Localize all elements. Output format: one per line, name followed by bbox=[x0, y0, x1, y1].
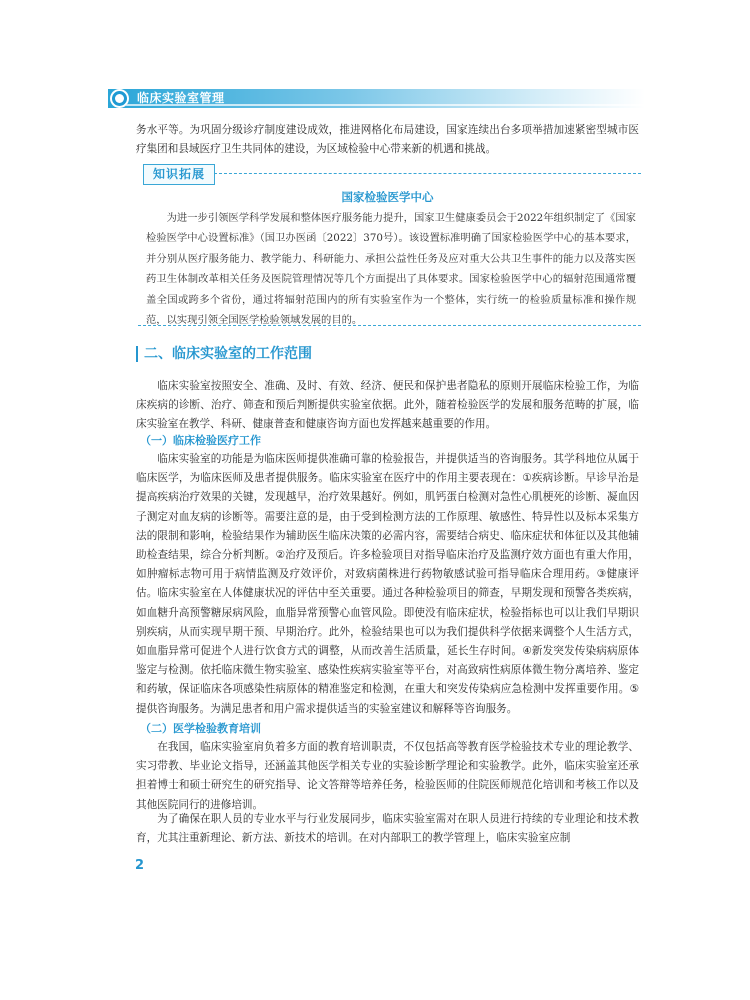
page-number: 2 bbox=[135, 858, 145, 873]
knowledge-box-text: 为进一步引领医学科学发展和整体医疗服务能力提升，国家卫生健康委员会于2022年组织制定了《国家检验医学中心设置标准》（国卫办医函〔2022〕370号）。该设置标准明确了国家检验医学中心的基本要求，并分别从医疗服务能力、教学能力、科研能力、承担公益性任务及应对重大公共卫生事件的能力以及落实医药卫生体制改革相关任务及医院管理情况等几个方面提出了具体要求。国家检验医学中心的辐射范围通常覆盖全国或跨多个省份，通过将辐射范围内的所有实验室作为一个整体，实行统一的检验质量标准和操作规范，以实现引领全国医学检验领域发展的目的。 bbox=[146, 212, 636, 327]
chapter-title: 临床实验室管理 bbox=[137, 91, 225, 105]
section-heading: 二、临床实验室的工作范围 bbox=[144, 346, 312, 362]
knowledge-box-top-divider bbox=[214, 173, 641, 174]
section-intro-paragraph: 临床实验室按照安全、准确、及时、有效、经济、便民和保护患者隐私的原则开展临床检验工作，为临床疾病的诊断、治疗、筛查和预后判断提供实验室依据。此外，随着检验医学的发展和服务范畴的扩展，临床实验室在教学、科研、健康普查和健康咨询方面也发挥越来越重要的作用。 bbox=[136, 380, 639, 431]
knowledge-box-tab: 知识拓展 bbox=[143, 164, 215, 185]
intro-paragraph: 务水平等。为巩固分级诊疗制度建设成效，推进网格化布局建设，国家连续出台多项举措加速紧密型城市医疗集团和县域医疗卫生共同体的建设，为区域检验中心带来新的机遇和挑战。 bbox=[136, 124, 639, 156]
subsection-2-paragraph-2: 为了确保在职人员的专业水平与行业发展同步，临床实验室需对在职人员进行持续的专业理论和技术教育，尤其注重新理论、新方法、新技术的培训。在对内部职工的教学管理上，临床实验室应制 bbox=[136, 813, 639, 845]
subsection-heading-2: （二）医学检验教育培训 bbox=[140, 722, 261, 735]
subsection-2-paragraph-1: 在我国，临床实验室肩负着多方面的教育培训职责，不仅包括高等教育医学检验技术专业的理论教学、实习带教、毕业论文指导，还涵盖其他医学相关专业的实验诊断学理论和实验教学。此外，临床实验室还承担着博士和硕士研究生的研究指导、论文答辩等培养任务，检验医师的住院医师规范化培训和考核工作以及其他医院同行的进修培训。 bbox=[136, 741, 639, 811]
subsection-1-paragraph: 临床实验室的功能是为临床医师提供准确可靠的检验报告，并提供适当的咨询服务。其学科地位从属于临床医学，为临床医师及患者提供服务。临床实验室在医疗中的作用主要表现在：①疾病诊断。早诊早治是提高疾病治疗效果的关键，发现越早，治疗效果越好。例如，肌钙蛋白检测对急性心肌梗死的诊断、凝血因子测定对血友病的诊断等。需要注意的是，由于受到检测方法的工作原理、敏感性、特异性以及标本采集方法的限制和影响，检验结果作为辅助医生临床决策的必需内容，需要结合病史、临床症状和体征以及其他辅助检查结果，综合分析判断。②治疗及预后。许多检验项目对指导临床治疗及监测疗效方面也有重大作用，如肿瘤标志物可用于病情监测及疗效评价，对致病菌株进行药物敏感试验可指导临床合理用药。③健康评估。临床实验室在人体健康状况的评估中至关重要。通过各种检验项目的筛查，早期发现和预警各类疾病，如血糖升高预警糖尿病风险，血脂异常预警心血管风险。即使没有临床症状，检验指标也可以让我们早期识别疾病，从而实现早期干预、早期治疗。此外，检验结果也可以为我们提供科学依据来调整个人生活方式，如血脂异常可促进个人进行饮食方式的调整，从而改善生活质量，延长生存时间。④新发突发传染病病原体鉴定与检测。依托临床微生物实验室、感染性疾病实验室等平台，对高致病性病原体微生物分离培养、鉴定和药敏，保证临床各项感染性病原体的精准鉴定和检测，在重大和突发传染病应急检测中发挥重要作用。⑤提供咨询服务。为满足患者和用户需求提供适当的实验室建议和解释等咨询服务。 bbox=[136, 453, 639, 715]
knowledge-box-title: 国家检验医学中心 bbox=[341, 190, 434, 204]
section-heading-bar bbox=[136, 346, 138, 362]
header-circle-icon bbox=[110, 89, 129, 108]
subsection-heading-1: （一）临床检验医疗工作 bbox=[140, 434, 261, 447]
